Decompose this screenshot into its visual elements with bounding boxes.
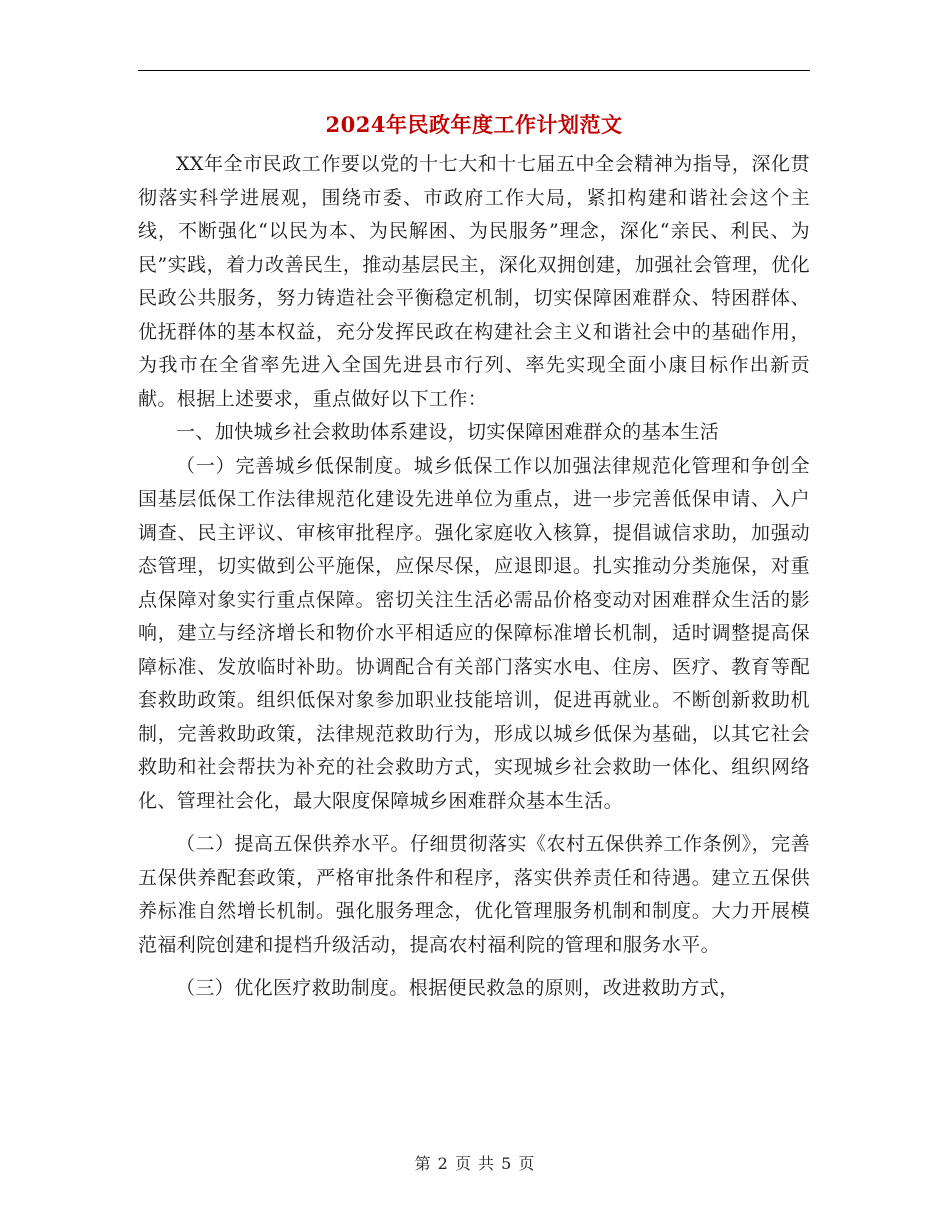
paragraph-section-heading: 一、加快城乡社会救助体系建设，切实保障困难群众的基本生活: [176, 421, 720, 443]
page-number-footer: 第 2 页 共 5 页: [414, 1154, 536, 1173]
paragraph-item-2: （二）提高五保供养水平。仔细贯彻落实《农村五保供养工作条例》，完善五保供养配套政策，严格审批条件和程序，落实供养责任和待遇。建立五保供养标准自然增长机制。强化服务理念，优化管理服务机制和制度。大力开展模范福利院创建和提档升级活动，提高农村福利院的管理和服务水平。: [138, 833, 810, 956]
header-rule: [138, 70, 810, 71]
paragraph-intro: XX年全市民政工作要以党的十七大和十七届五中全会精神为指导，深化贯彻落实科学进展观，围绕市委、市政府工作大局，紧扣构建和谐社会这个主线，不断强化“以民为本、为民解困、为民服务”理念，深化“亲民、利民、为民”实践，着力改善民生，推动基层民主，深化双拥创建，加强社会管理，优化民政公共服务，努力铸造社会平衡稳定机制，切实保障困难群众、特困群体、优抚群体的基本权益，充分发挥民政在构建社会主义和谐社会中的基础作用，为我市在全省率先进入全国先进县市行列、率先实现全面小康目标作出新贡献。根据上述要求，重点做好以下工作：: [138, 153, 810, 410]
paragraph-item-3: （三）优化医疗救助制度。根据便民救急的原则，改进救助方式，: [176, 977, 739, 999]
document-body: [138, 148, 810, 1006]
document-title: 2024年民政年度工作计划范文: [325, 112, 623, 137]
paragraph-item-1: （一）完善城乡低保制度。城乡低保工作以加强法律规范化管理和争创全国基层低保工作法律规范化建设先进单位为重点，进一步完善低保申请、入户调查、民主评议、审核审批程序。强化家庭收入核算，提倡诚信求助，加强动态管理，切实做到公平施保，应保尽保，应退即退。扎实推动分类施保，对重点保障对象实行重点保障。密切关注生活必需品价格变动对困难群众生活的影响，建立与经济增长和物价水平相适应的保障标准增长机制，适时调整提高保障标准、发放临时补助。协调配合有关部门落实水电、住房、医疗、教育等配套救助政策。组织低保对象参加职业技能培训，促进再就业。不断创新救助机制，完善救助政策，法律规范救助行为，形成以城乡低保为基础，以其它社会救助和社会帮扶为补充的社会救助方式，实现城乡社会救助一体化、组织网络化、管理社会化，最大限度保障城乡困难群众基本生活。: [138, 454, 810, 812]
